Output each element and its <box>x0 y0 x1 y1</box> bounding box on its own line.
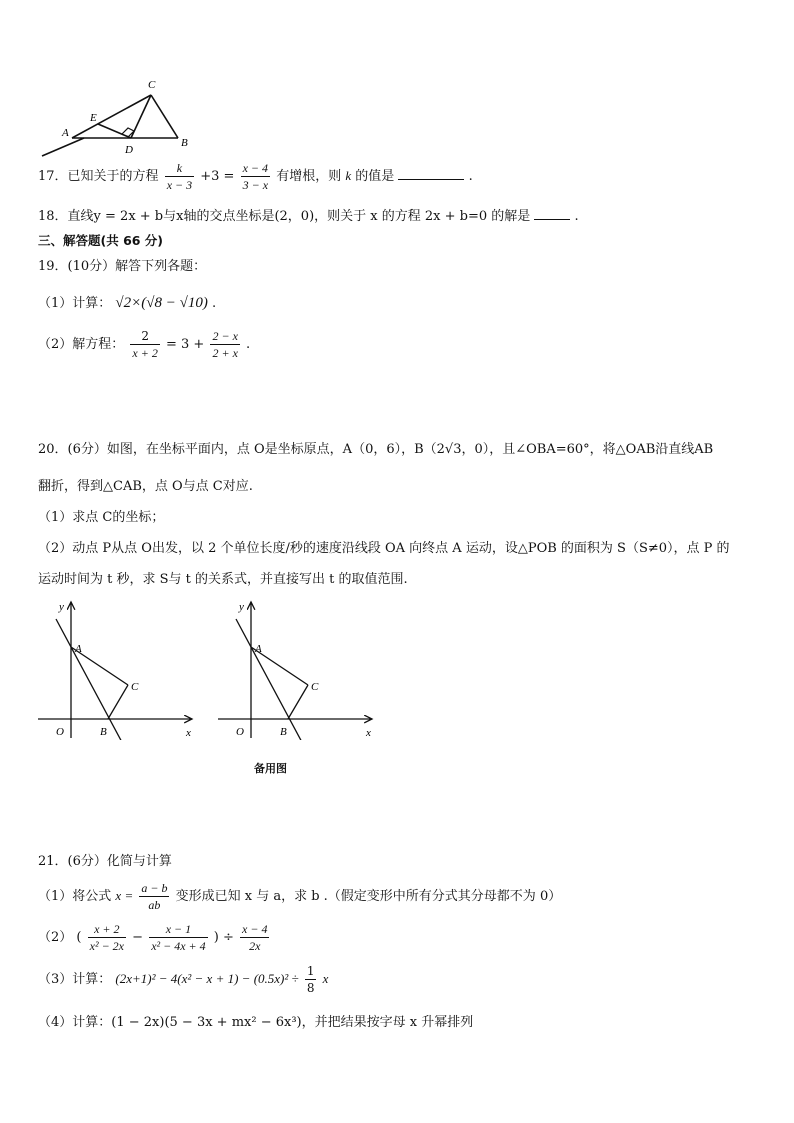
question-19-heading: 19．(10分）解答下列各题： <box>38 259 207 274</box>
coordinate-figure-1 <box>34 598 200 740</box>
label-D: D <box>125 144 133 156</box>
label-E: E <box>90 112 97 124</box>
question-21-part4: （4）计算：(1 − 2x)(5 − 3x + mx² − 6x³)，并把结果按字母 x 升幂排列 <box>38 1015 474 1030</box>
fraction-k: $\frac{k}{x - 3}$ <box>166 161 193 192</box>
point-C-label: C <box>131 681 139 693</box>
point-A-label: A <box>255 643 262 655</box>
question-21-part2: （2） ( $\frac{x + 2}{\text{x² − 2x}}$ − $\frac{x - 1}{\text{x² − 4x + 4}}$ ) ÷ $\frac{x - 4}{2x}$ <box>38 922 268 953</box>
question-20-part1: （1）求点 C的坐标； <box>38 510 165 525</box>
label-A: A <box>62 127 69 139</box>
coordinate-figure-2 <box>214 598 380 740</box>
answer-blank-17[interactable] <box>398 167 464 180</box>
question-17: 17．已知关于的方程 $\frac{k}{x - 3}$ +3 = $\frac{x - 4}{3 - x}$ 有增根，则 k 的值是 . <box>38 161 473 192</box>
axis-x-label: x <box>186 727 191 739</box>
point-A-label: A <box>75 643 82 655</box>
point-B-label: B <box>280 726 287 738</box>
axis-x-label: x <box>366 727 371 739</box>
axis-y-label: y <box>239 601 244 613</box>
question-20-line2: 翻折，得到△CAB，点 O与点 C对应. <box>38 479 253 494</box>
question-21-part1: （1）将公式 x = $\frac{a - b}{ab}$ 变形成已知 x 与 a，求 b .（假定变形中所有分式其分母都不为 0） <box>38 881 562 912</box>
question-19-part1: （1）计算： √2×(√8 − √10) . <box>38 295 217 311</box>
point-C-label: C <box>311 681 319 693</box>
label-B: B <box>181 137 188 149</box>
label-C: C <box>148 79 156 91</box>
origin-label: O <box>236 726 244 738</box>
axis-y-label: y <box>59 601 64 613</box>
section-heading: 三、解答题(共 66 分) <box>38 233 164 248</box>
question-18: 18．直线y = 2x + b与x轴的交点坐标是(2，0)，则关于 x 的方程 2x + b=0 的解是 . <box>38 209 579 224</box>
question-21-heading: 21．(6分）化简与计算 <box>38 854 172 869</box>
question-20-part2a: （2）动点 P从点 O出发，以 2 个单位长度/秒的速度沿线段 OA 向终点 A 运动，设△POB 的面积为 S（S≠0），点 P 的 <box>38 541 730 556</box>
backup-figure-caption: 备用图 <box>254 762 287 775</box>
question-21-part3: （3）计算： (2x+1)² − 4(x² − x + 1) − (0.5x)² ÷ $\frac{1}{8}$ x <box>38 964 329 995</box>
radical-expression: √2×(√8 − √10) <box>115 295 208 311</box>
question-19-part2: （2）解方程： $\frac{2}{x + 2}$ = 3 + $\frac{2 - x}{2 + x}$ . <box>38 329 251 360</box>
fraction-x4: $\frac{x - 4}{3 - x}$ <box>242 161 269 192</box>
triangle-figure <box>38 76 198 160</box>
origin-label: O <box>56 726 64 738</box>
answer-blank-18[interactable] <box>534 207 570 220</box>
point-B-label: B <box>100 726 107 738</box>
question-20-line1: 20．(6分）如图，在坐标平面内，点 O是坐标原点，A（0，6），B（2√3，0），且∠OBA=60°，将△OAB沿直线AB <box>38 442 714 457</box>
question-20-part2b: 运动时间为 t 秒，求 S与 t 的关系式，并直接写出 t 的取值范围. <box>38 572 408 587</box>
